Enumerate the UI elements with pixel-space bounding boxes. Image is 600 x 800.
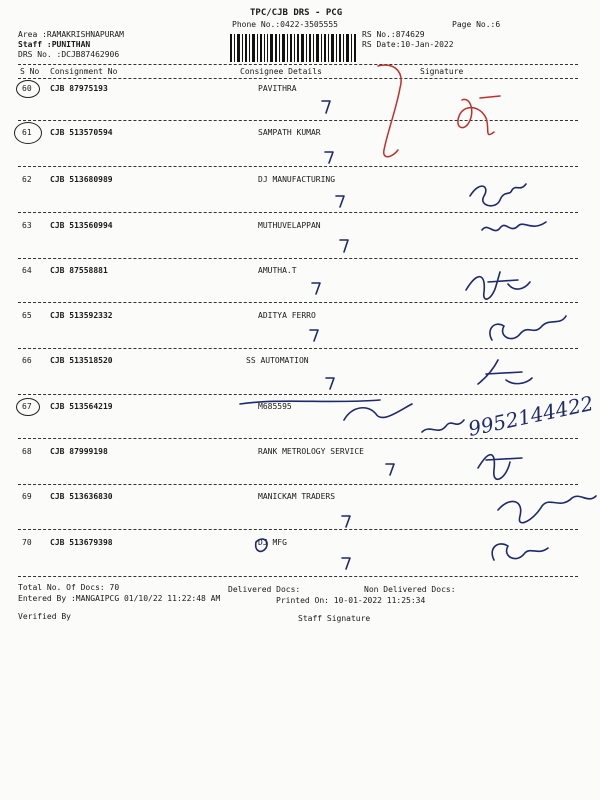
row-sno: 66 <box>22 356 32 365</box>
row-consignee: AMUTHA.T <box>258 266 297 275</box>
table-row <box>0 356 600 366</box>
signature-scribble <box>466 272 530 299</box>
tick-mark <box>336 196 344 207</box>
tick-mark <box>325 152 333 163</box>
table-row <box>0 128 600 138</box>
row-sno: 63 <box>22 221 32 230</box>
security-signature <box>470 184 526 206</box>
row-sno: 62 <box>22 175 32 184</box>
tick-mark <box>342 516 350 527</box>
column-header-signature: Signature <box>420 67 464 76</box>
row-consignment: CJB 87975193 <box>50 84 108 93</box>
row-divider <box>18 484 578 485</box>
row-consignee: DJ MFG <box>258 538 287 547</box>
table-row <box>0 447 600 457</box>
row-sno: 67 <box>22 402 32 411</box>
row-consignment: CJB 513560994 <box>50 221 113 230</box>
staff-signature-label: Staff Signature <box>298 614 371 623</box>
row-consignee: DJ MANUFACTURING <box>258 175 336 184</box>
table-row <box>0 402 600 412</box>
table-row <box>0 175 600 185</box>
row-sno: 60 <box>22 84 32 93</box>
row-consignee: ADITYA FERRO <box>258 311 316 320</box>
table-row <box>0 221 600 231</box>
circle-mark-67 <box>16 398 40 416</box>
row-divider <box>18 212 578 213</box>
row-consignment: CJB 513636830 <box>50 492 113 501</box>
row-consignment: CJB 87999198 <box>50 447 108 456</box>
row-consignment: CJB 513570594 <box>50 128 113 137</box>
row-consignment: CJB 513518520 <box>50 356 113 365</box>
row-consignee: SAMPATH KUMAR <box>258 128 321 137</box>
table-row <box>0 266 600 276</box>
row-divider <box>18 576 578 577</box>
row-divider <box>18 348 578 349</box>
tick-mark <box>342 558 350 569</box>
row-consignment: CJB 513680989 <box>50 175 113 184</box>
signature-scribble <box>422 420 464 432</box>
row-divider <box>18 438 578 439</box>
rs-date: RS Date:10-Jan-2022 <box>362 40 454 49</box>
printed-on: Printed On: 10-01-2022 11:25:34 <box>276 596 426 605</box>
column-header-sno: S No <box>20 67 40 76</box>
header-top-rule <box>18 64 578 65</box>
total-docs: Total No. Of Docs: 70 <box>18 583 120 592</box>
row-sno: 64 <box>22 266 32 275</box>
row-sno: 70 <box>22 538 32 547</box>
row-divider <box>18 302 578 303</box>
tick-mark <box>340 240 348 252</box>
row-consignee: SS AUTOMATION <box>246 356 309 365</box>
non-delivered-docs: Non Delivered Docs: <box>364 585 456 594</box>
row-divider <box>18 529 578 530</box>
tick-mark <box>326 378 334 389</box>
row-consignee: PAVITHRA <box>258 84 297 93</box>
table-row <box>0 311 600 321</box>
header-bottom-rule <box>18 78 578 79</box>
row-consignment: CJB 513679398 <box>50 538 113 547</box>
verified-by: Verified By <box>18 612 71 621</box>
staff-field: Staff :PUNITHAN <box>18 40 91 49</box>
row-divider <box>18 166 578 167</box>
row-consignment: CJB 513564219 <box>50 402 113 411</box>
drs-number: DRS No. :DCJB87462906 <box>18 50 120 59</box>
row-consignee: M685595 <box>258 402 292 411</box>
circle-mark-60 <box>16 80 40 98</box>
tick-mark <box>386 464 394 475</box>
row-divider <box>18 258 578 259</box>
delivered-docs: Delivered Docs: <box>228 585 301 594</box>
tick-mark <box>322 101 330 113</box>
row-consignee: MANICKAM TRADERS <box>258 492 336 501</box>
table-row <box>0 492 600 502</box>
row-consignee: RANK METROLOGY SERVICE <box>258 447 364 456</box>
barcode-image <box>230 34 358 62</box>
table-row <box>0 84 600 94</box>
row-sno: 65 <box>22 311 32 320</box>
entered-by: Entered By :MANGAIPCG 01/10/22 11:22:48 AM <box>18 594 221 603</box>
row-sno: 61 <box>22 128 32 137</box>
row-sno: 68 <box>22 447 32 456</box>
rs-number: RS No.:874629 <box>362 30 425 39</box>
page-number: Page No.:6 <box>452 20 501 29</box>
circle-mark-61 <box>14 122 42 144</box>
document-title: TPC/CJB DRS - PCG <box>250 8 343 18</box>
tick-mark <box>312 283 320 294</box>
tick-mark <box>310 330 318 341</box>
row-divider <box>18 394 578 395</box>
row-divider <box>18 120 578 121</box>
table-row <box>0 538 600 548</box>
signature-scribble <box>478 455 522 480</box>
row-sno: 69 <box>22 492 32 501</box>
phone-number: Phone No.:0422-3505555 <box>232 20 338 29</box>
area-field: Area :RAMAKRISHNAPURAM <box>18 30 124 39</box>
row-consignee: MUTHUVELAPPAN <box>258 221 321 230</box>
row-consignment: CJB 513592332 <box>50 311 113 320</box>
row-consignment: CJB 87558881 <box>50 266 108 275</box>
handwritten-phone-number: 9952144422 <box>466 390 596 441</box>
column-header-consignment: Consignment No <box>50 67 118 76</box>
column-header-consignee: Consignee Details <box>240 67 322 76</box>
